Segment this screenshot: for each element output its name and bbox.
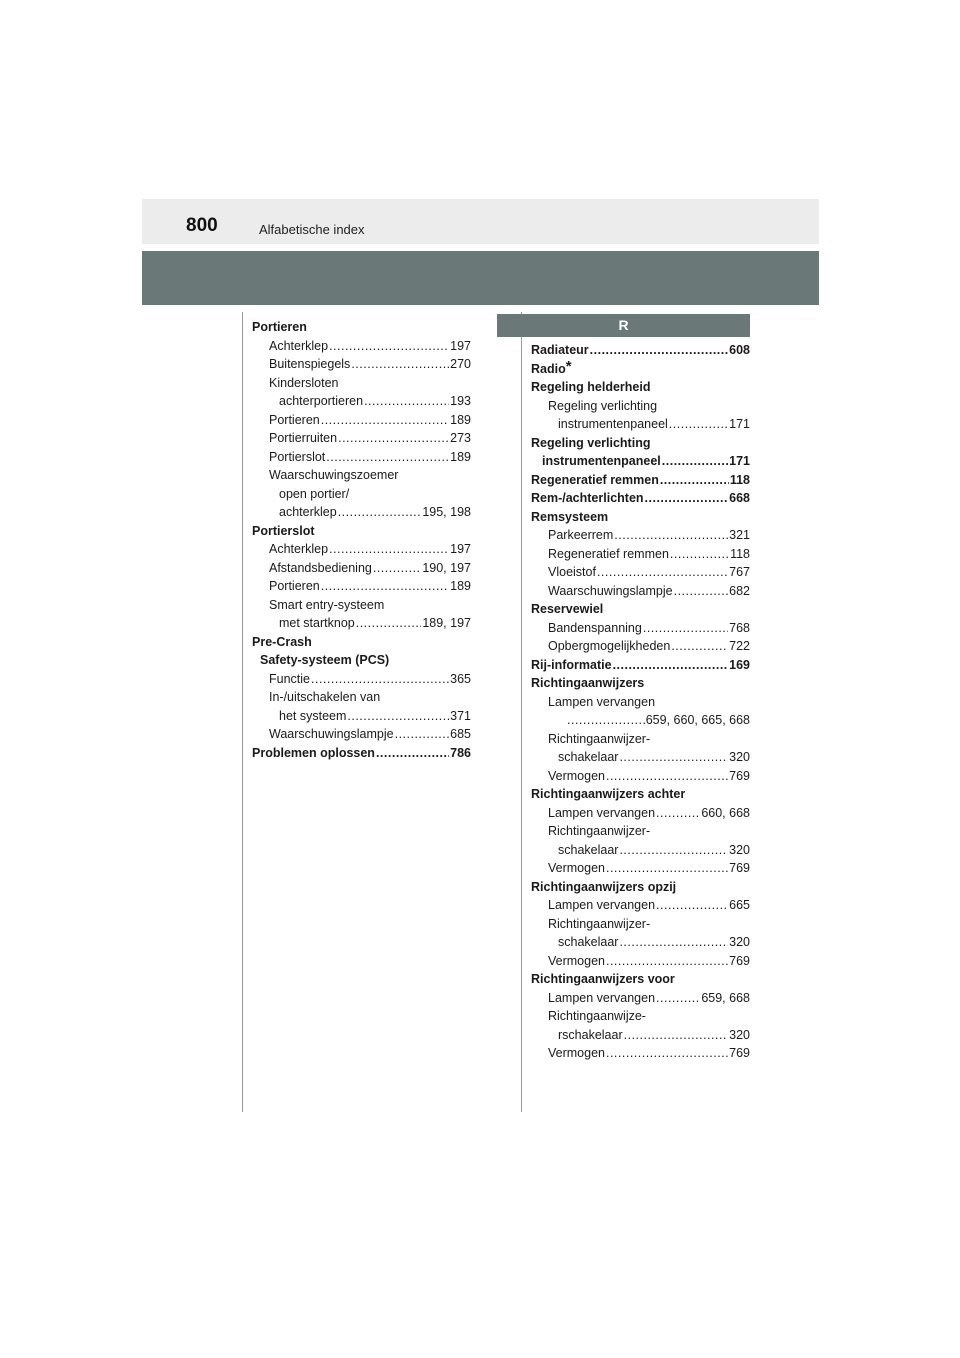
entry-label: Functie [269,671,310,686]
entry-page: 659, 660, 665, 668 [645,713,750,727]
entry-label: Vermogen [548,861,605,875]
entry-page: 608 [729,343,750,357]
entry-page: 118 [730,546,750,561]
entry-label: Waarschuwingslampje [269,727,394,741]
page-header [142,199,819,244]
index-entry-main [531,341,750,360]
index-entry [252,448,471,467]
index-entry [252,614,471,633]
entry-label: Radio [531,361,566,376]
index-entry [531,804,750,823]
index-entry [531,582,750,601]
index-entry [531,767,750,786]
entry-page: 320 [729,1027,750,1042]
leader-dots [614,526,728,545]
left-column-rule [242,312,243,1112]
entry-label: instrumentenpaneel [558,417,668,431]
section-title: Alfabetische index [259,222,365,237]
leader-dots [656,804,700,823]
leader-dots [671,637,728,656]
index-subheading: Waarschuwingszoemer [269,468,399,482]
index-entry [531,1044,750,1063]
entry-page: 189 [450,579,471,593]
index-entry [531,896,750,915]
section-letter-header: R [497,314,750,337]
index-entry [252,429,471,448]
entry-label: achterportieren [279,394,364,408]
index-subheading: Richtingaanwijzer- [548,916,651,931]
header-band [142,251,819,305]
index-entry [531,989,750,1008]
entry-label: Rem-/achterlichten [531,491,644,505]
entry-page: 767 [729,565,750,579]
index-subheading: Richtingaanwijzer- [548,824,651,838]
leader-dots [329,337,449,356]
index-subheading: Lampen vervangen [548,694,656,709]
entry-page: 659, 668 [701,990,750,1005]
entry-label: Vermogen [548,1046,605,1060]
entry-page: 722 [729,639,750,653]
index-entry [531,637,750,656]
index-column-right [531,341,750,1063]
index-entry-main [252,744,471,763]
index-entry [531,619,750,638]
index-entry [531,1026,750,1045]
leader-dots [613,656,729,675]
index-entry [531,933,750,952]
leader-dots [606,859,728,878]
index-heading: Remsysteem [531,509,609,524]
leader-dots [373,559,421,578]
index-entry [531,545,750,564]
index-heading: Pre-Crash [252,634,312,649]
index-heading: Portieren [252,320,307,334]
entry-label: Portieren [269,412,320,427]
entry-page: 660, 668 [701,805,750,820]
leader-dots [606,952,728,971]
index-heading: Regeling verlichting [531,435,651,450]
index-heading: Richtingaanwijzers voor [531,972,675,986]
entry-page: 189 [450,449,471,464]
entry-page: 665 [729,898,750,912]
leader-dots [311,670,449,689]
entry-page: 171 [729,454,750,468]
entry-page: 197 [450,542,471,556]
index-subheading: Regeling verlichting [548,398,658,413]
leader-dots [326,448,449,467]
entry-page: 320 [729,750,750,764]
entry-page: 193 [450,394,471,408]
entry-page: 769 [729,861,750,875]
middle-column-rule [521,312,522,1112]
leader-dots [347,707,449,726]
entry-page: 320 [729,842,750,857]
entry-label: schakelaar [558,842,619,857]
index-subheading: Richtingaanwijzer- [548,731,651,746]
entry-page: 197 [450,338,471,353]
index-heading [531,357,750,379]
page-number: 800 [186,215,218,236]
entry-page: 769 [729,953,750,968]
index-entry [531,952,750,971]
entry-label: Vermogen [548,953,605,968]
leader-dots [338,429,449,448]
entry-label: Achterklep [269,338,329,353]
entry-label: schakelaar [558,750,619,764]
entry-label: instrumentenpaneel [542,454,661,468]
entry-label: Bandenspanning [548,620,642,635]
leader-dots [321,411,449,430]
entry-label: Regeneratief remmen [531,472,659,487]
entry-label: Portieren [269,579,320,593]
entry-label: Portierruiten [269,431,338,445]
index-subheading: Smart entry-systeem [269,597,385,612]
entry-page: 273 [450,431,471,445]
entry-page: 189 [450,412,471,427]
entry-label: Waarschuwingslampje [548,583,673,598]
entry-label: Portierslot [269,449,326,464]
leader-dots [395,725,450,744]
index-heading-continued: Safety-systeem (PCS) [260,653,390,667]
entry-label: het systeem [279,708,347,723]
index-heading: Reservewiel [531,602,604,616]
index-entry [252,411,471,430]
index-subheading: open portier/ [279,486,350,501]
index-entry [252,337,471,356]
entry-label: Vermogen [548,768,605,783]
entry-label: Problemen oplossen [252,745,375,760]
entry-page: 169 [729,657,750,672]
entry-label: met startknop [279,616,355,630]
entry-page: 682 [729,583,750,598]
entry-label: achterklep [279,505,337,519]
index-entry [531,563,750,582]
index-entry [531,748,750,767]
index-entry [252,725,471,744]
index-entry [252,503,471,522]
index-entry [252,670,471,689]
index-heading: Richtingaanwijzers [531,676,645,690]
index-subheading: Richtingaanwijze- [548,1009,646,1023]
leader-dots [356,614,422,633]
index-column-left [252,318,471,762]
leader-dots [660,471,729,490]
entry-label: schakelaar [558,935,619,949]
entry-page: 190, 197 [422,560,471,575]
leader-dots [619,841,728,860]
leader-dots [597,563,728,582]
leader-dots [321,577,449,596]
index-entry [531,711,750,730]
index-entry [252,577,471,596]
entry-label: Lampen vervangen [548,805,656,820]
leader-dots [606,1044,728,1063]
entry-page: 195, 198 [422,505,471,519]
leader-dots [329,540,449,559]
entry-label: Opbergmogelijkheden [548,639,671,653]
index-heading: Richtingaanwijzers achter [531,787,686,801]
index-entry-main [531,489,750,508]
leader-dots [376,744,449,763]
entry-page: 320 [729,935,750,949]
leader-dots [351,355,449,374]
footnote-mark: * [565,357,572,375]
entry-page: 118 [729,472,750,487]
index-entry-main [531,452,750,471]
index-entry [252,392,471,411]
leader-dots [670,545,729,564]
entry-page: 786 [450,745,471,760]
leader-dots [656,896,728,915]
leader-dots [619,748,728,767]
index-entry-main [531,471,750,490]
leader-dots [567,711,645,730]
entry-page: 768 [729,620,750,635]
entry-label: Parkeerrem [548,528,614,542]
leader-dots [669,415,728,434]
entry-page: 189, 197 [422,616,471,630]
entry-label: Afstandsbediening [269,560,372,575]
entry-page: 365 [450,671,471,686]
leader-dots [645,489,729,508]
entry-label: Vloeistof [548,565,596,579]
entry-label: rschakelaar [558,1027,623,1042]
entry-label: Regeneratief remmen [548,546,669,561]
entry-page: 321 [729,528,750,542]
index-subheading: In-/uitschakelen van [269,690,381,704]
entry-label: Radiateur [531,343,589,357]
index-entry [531,859,750,878]
entry-label: Achterklep [269,542,329,556]
index-heading: Regeling helderheid [531,380,651,394]
leader-dots [606,767,728,786]
leader-dots [619,933,728,952]
index-subheading: Kindersloten [269,375,339,390]
index-entry [531,415,750,434]
entry-label: Lampen vervangen [548,898,656,912]
index-heading: Portierslot [252,523,315,538]
entry-page: 668 [729,491,750,505]
index-entry [531,526,750,545]
entry-page: 371 [450,708,471,723]
leader-dots [656,989,700,1008]
entry-page: 171 [729,417,750,431]
index-entry [531,841,750,860]
index-entry [252,355,471,374]
leader-dots [338,503,422,522]
index-entry [252,559,471,578]
entry-page: 270 [450,357,471,371]
leader-dots [624,1026,729,1045]
leader-dots [364,392,449,411]
index-heading: Richtingaanwijzers opzij [531,879,677,894]
leader-dots [662,452,728,471]
entry-page: 769 [729,1046,750,1060]
leader-dots [674,582,729,601]
entry-label: Rij-informatie [531,657,612,672]
leader-dots [643,619,728,638]
index-entry-main [531,656,750,675]
entry-page: 685 [450,727,471,741]
entry-label: Buitenspiegels [269,357,351,371]
entry-page: 769 [729,768,750,783]
leader-dots [590,341,728,360]
index-entry [252,540,471,559]
index-entry [252,707,471,726]
entry-label: Lampen vervangen [548,990,656,1005]
